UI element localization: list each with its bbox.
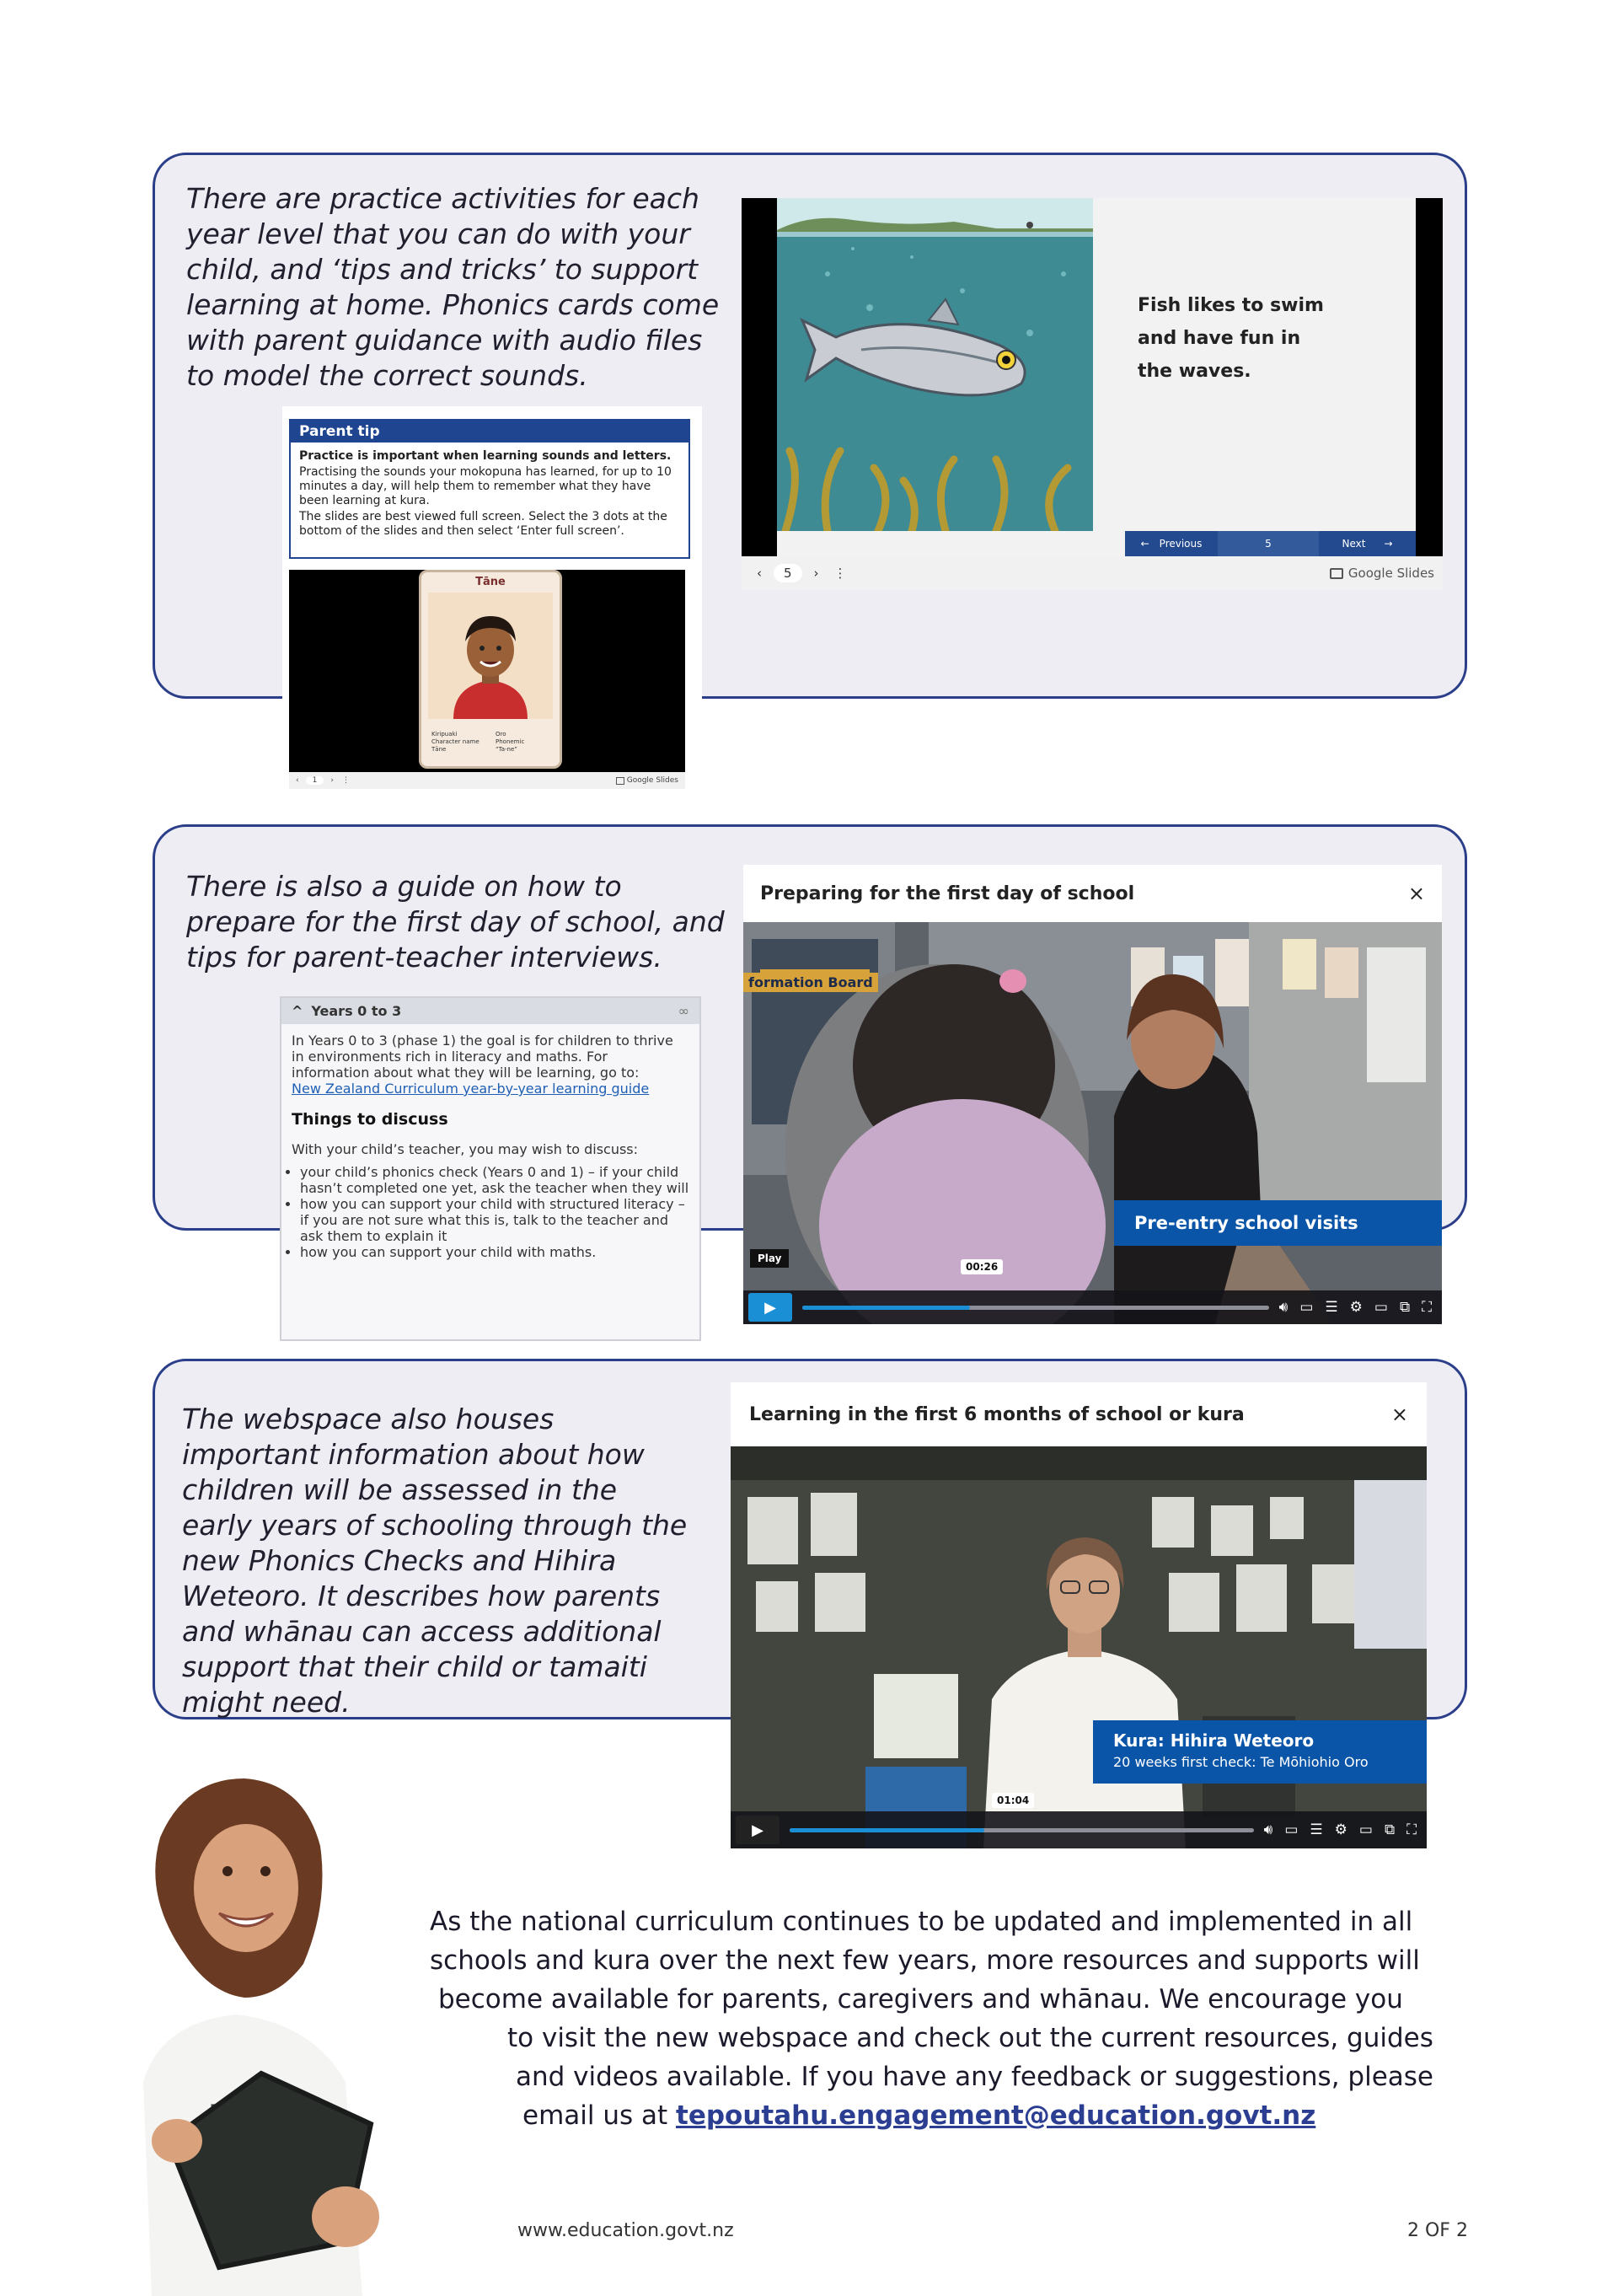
slide-nav-page: 5 [1218,531,1319,556]
video1-title: Preparing for the first day of school [760,882,1135,904]
card-page-indicator: 1 [306,776,324,785]
captions-icon[interactable]: ▭ [1299,1299,1314,1316]
play-icon: ▶ [752,1821,763,1839]
airplay-icon[interactable]: ▭ [1374,1299,1388,1316]
settings-gear-icon[interactable]: ⚙ [1334,1821,1347,1838]
video1-time-bubble: 00:26 [961,1259,1003,1274]
curriculum-guide-link[interactable]: New Zealand Curriculum year-by-year learning guide [292,1081,650,1097]
play-icon: ▶ [764,1298,776,1317]
footer-page-number: 2 OF 2 [1407,2220,1468,2241]
card-label-left: Kiripuaki Character name Tāne [431,731,480,753]
video1-player[interactable] [743,922,1442,1324]
child-with-tablet-photo [93,1745,514,2296]
slide-right-bar [1416,198,1443,556]
arrow-left-icon: ← [1140,538,1149,550]
settings-gear-icon[interactable]: ⚙ [1349,1299,1363,1316]
parent-tip-p2: The slides are best viewed full screen. Select the 3 dots at the bottom of the slides and then select ‘Enter full screen’. [299,510,667,538]
arrow-right-icon: → [1384,538,1393,550]
parent-tip-box [289,419,690,559]
closing-line-6 [522,2096,1315,2135]
phonics-card-embed[interactable] [282,563,702,789]
close-icon[interactable]: × [1407,882,1425,905]
fullscreen-icon[interactable]: ⛶ [1422,1299,1432,1316]
slide-page-indicator: 5 [774,564,802,582]
chevron-left-icon[interactable]: ‹ [757,566,762,581]
things-to-discuss-heading: Things to discuss [292,1110,448,1129]
closing-line-5: and videos available. If you have any feedback or suggestions, please [516,2062,1433,2092]
slide-text-line-3: the waves. [1138,361,1251,382]
slide-prev-button[interactable]: ← Previous [1140,538,1203,550]
email-prefix: email us at [522,2100,668,2131]
airplay-icon[interactable]: ▭ [1358,1821,1373,1838]
phonics-card [419,570,562,769]
play-button[interactable] [748,1293,792,1322]
volume-icon[interactable]: 🔊︎ [1278,1299,1289,1316]
list-item: • how you can support your child with maths. [300,1244,689,1260]
closing-line-4: to visit the new webspace and check out the current resources, guides [507,2023,1433,2053]
years-heading: Years 0 to 3 [311,1003,402,1019]
list-item: • how you can support your child with structured literacy – if you are not sure what this is, talk to the teacher and ask them to explain it [300,1196,689,1244]
parent-tip-bold: Practice is important when learning sounds and letters. [299,449,672,463]
section3-text: The webspace also houses important information about how children will be assessed in the early years of schooling through the new Phonics Checks and Hihira Weteoro. It describes how parents and whānau can access additional support that their child or tamaiti might need. [182,1403,688,1719]
video2-time-bubble: 01:04 [992,1793,1034,1808]
board-text: formation Board [743,973,878,992]
picture-in-picture-icon[interactable]: ⧉ [1384,1821,1396,1838]
parent-tip-p1: Practising the sounds your mokopuna has learned, for up to 10 minutes a day, will help them to remember what they have been learning at kura. [299,465,672,507]
video1-control-bar [743,1290,1442,1324]
google-slides-icon [1330,568,1343,579]
google-slides-icon [616,777,624,785]
slide-text-block [1138,289,1324,388]
video1-header [743,865,1442,922]
google-slides-brand[interactable]: Google Slides [1330,566,1434,581]
slide-text-line-2: and have fun in [1138,328,1301,349]
google-slides-brand[interactable]: Google Slides [616,776,678,785]
discuss-list [292,1164,689,1260]
chevron-right-icon[interactable]: › [813,566,819,581]
slide-left-bar [742,198,777,556]
video2-progress-track[interactable] [790,1828,1254,1832]
play-tooltip: Play [750,1249,789,1268]
slide-next-button[interactable]: Next → [1342,538,1393,550]
more-options-icon[interactable]: ⋮ [833,566,847,581]
transcript-icon[interactable]: ☰ [1325,1299,1338,1316]
years-intro: In Years 0 to 3 (phase 1) the goal is for children to thrive in environments rich in literacy and maths. For information about what they will be learning, go to: New Zealand Curriculum year-by-year learning guide [292,1033,673,1097]
fullscreen-icon[interactable]: ⛶ [1406,1821,1417,1838]
video2-lower-sub: 20 weeks first check: Te Mōhiohio Oro [1113,1754,1369,1770]
classroom-scene-2 [731,1446,1427,1848]
card-control-bar [289,772,685,789]
video1-progress-track[interactable] [802,1306,1269,1310]
chevron-left-icon[interactable]: ‹ [296,776,299,785]
link-icon[interactable]: ∞ [678,1003,689,1019]
closing-line-2: schools and kura over the next few years, more resources and supports will [430,1945,1420,1976]
chevron-right-icon[interactable]: › [330,776,334,785]
transcript-icon[interactable]: ☰ [1310,1821,1323,1838]
fish-illustration [777,198,1093,531]
more-options-icon[interactable]: ⋮ [341,776,350,785]
video1-lower-third: Pre-entry school visits [1114,1200,1442,1246]
slides-control-bar [742,556,1443,590]
close-icon[interactable]: × [1390,1403,1408,1426]
video2-control-bar [731,1811,1427,1848]
play-button[interactable] [736,1816,780,1844]
video2-title: Learning in the first 6 months of school or kura [749,1403,1245,1425]
chevron-up-icon: ^ [292,1003,303,1019]
section1-text: There are practice activities for each year level that you can do with your child, and ‘tips and tricks’ to support learning at home. Phonics cards come with parent guidance with audio files to model the correct sounds. [186,182,720,392]
video2-lower-title: Kura: Hihira Weteoro [1113,1730,1315,1751]
child-illustration [428,593,553,719]
email-link[interactable]: tepoutahu.engagement@education.govt.nz [676,2100,1316,2131]
parent-tip-heading: Parent tip [291,421,688,443]
slide-nav-strip [1125,531,1416,556]
list-item: • your child’s phonics check (Years 0 and 1) – if your child hasn’t completed one yet, ask the teacher when they will [300,1164,689,1196]
years-0-3-box [280,996,701,1341]
years-accordion-header[interactable] [281,998,699,1024]
slide-text-line-1: Fish likes to swim [1138,295,1324,316]
video2-player[interactable] [731,1446,1427,1848]
video1-progress-fill [802,1306,970,1310]
section2-text: There is also a guide on how to prepare for the first day of school, and tips for parent-teacher interviews. [186,870,725,974]
closing-line-1: As the national curriculum continues to be updated and implemented in all [430,1907,1413,1937]
volume-icon[interactable]: 🔊︎ [1263,1821,1273,1838]
video2-header [731,1382,1427,1446]
discuss-lead: With your child’s teacher, you may wish to discuss: [292,1141,639,1157]
card-name: Tāne [475,576,506,588]
footer-url[interactable]: www.education.govt.nz [517,2220,734,2241]
captions-icon[interactable]: ▭ [1284,1821,1299,1838]
video2-progress-fill [790,1828,984,1832]
video2-lower-third [1093,1720,1427,1784]
slides-embed-fish[interactable] [742,198,1443,590]
picture-in-picture-icon[interactable]: ⧉ [1399,1299,1411,1316]
card-label-right: Oro Phonemic “Ta-ne” [496,731,525,753]
closing-line-3: become available for parents, caregivers and whānau. We encourage you [438,1984,1403,2014]
